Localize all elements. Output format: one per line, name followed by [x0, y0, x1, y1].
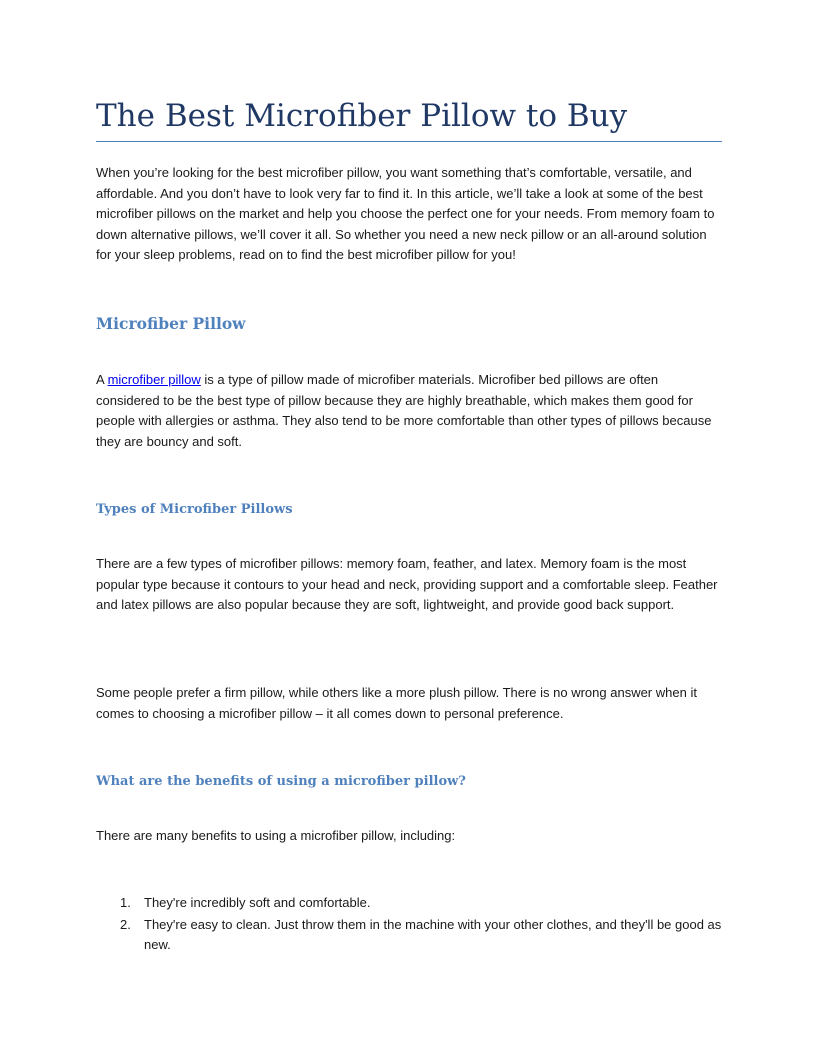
- list-item: [120, 915, 722, 956]
- benefits-intro-paragraph: There are many benefits to using a microfiber pillow, including:: [96, 828, 456, 843]
- section-heading-types: Types of Microfiber Pillows: [96, 502, 293, 517]
- types-paragraph: There are a few types of microfiber pillows: memory foam, feather, and latex. Memory foam is the most popular type because it contours to your head and neck, providing support and a comfortable sleep. Feather and latex pillows are also popular because they are soft, lightweight, and provide good back support.: [96, 556, 718, 612]
- list-item: [120, 893, 722, 914]
- benefits-list: [120, 893, 722, 957]
- list-item-number: 1.: [120, 895, 131, 910]
- section-heading-microfiber-pillow: Microfiber Pillow: [96, 314, 246, 333]
- preference-paragraph: Some people prefer a firm pillow, while others like a more plush pillow. There is no wrong answer when it comes to choosing a microfiber pillow – it all comes down to personal preference.: [96, 685, 697, 721]
- paragraph-prefix: A: [96, 372, 108, 387]
- list-item-number: 2.: [120, 916, 131, 932]
- paragraph-suffix: is a type of pillow made of microfiber materials. Microfiber bed pillows are often considered to be the best type of pillow because they are highly breathable, which makes them good for people with allergies or asthma. They also tend to be more comfortable than other types of pillows because they are bouncy and soft.: [96, 372, 712, 449]
- list-item-text: They're incredibly soft and comfortable.: [144, 895, 371, 910]
- title-underline-divider: [96, 141, 722, 142]
- microfiber-pillow-link[interactable]: microfiber pillow: [107, 372, 201, 387]
- microfiber-pillow-paragraph: [96, 370, 722, 452]
- section-heading-benefits: What are the benefits of using a microfiber pillow?: [96, 774, 466, 789]
- list-item-text: They're easy to clean. Just throw them in the machine with your other clothes, and they'll be good as new.: [144, 916, 722, 952]
- document-page: [96, 0, 722, 1056]
- intro-paragraph: When you’re looking for the best microfiber pillow, you want something that’s comfortable, versatile, and affordable. And you don’t have to look very far to find it. In this article, we’ll take a look at some of the best microfiber pillows on the market and help you choose the perfect one for your needs. From memory foam to down alternative pillows, we’ll cover it all. So whether you need a new neck pillow or an all-around solution for your sleep problems, read on to find the best microfiber pillow for you!: [96, 165, 715, 262]
- page-title: The Best Microfiber Pillow to Buy: [96, 98, 628, 134]
